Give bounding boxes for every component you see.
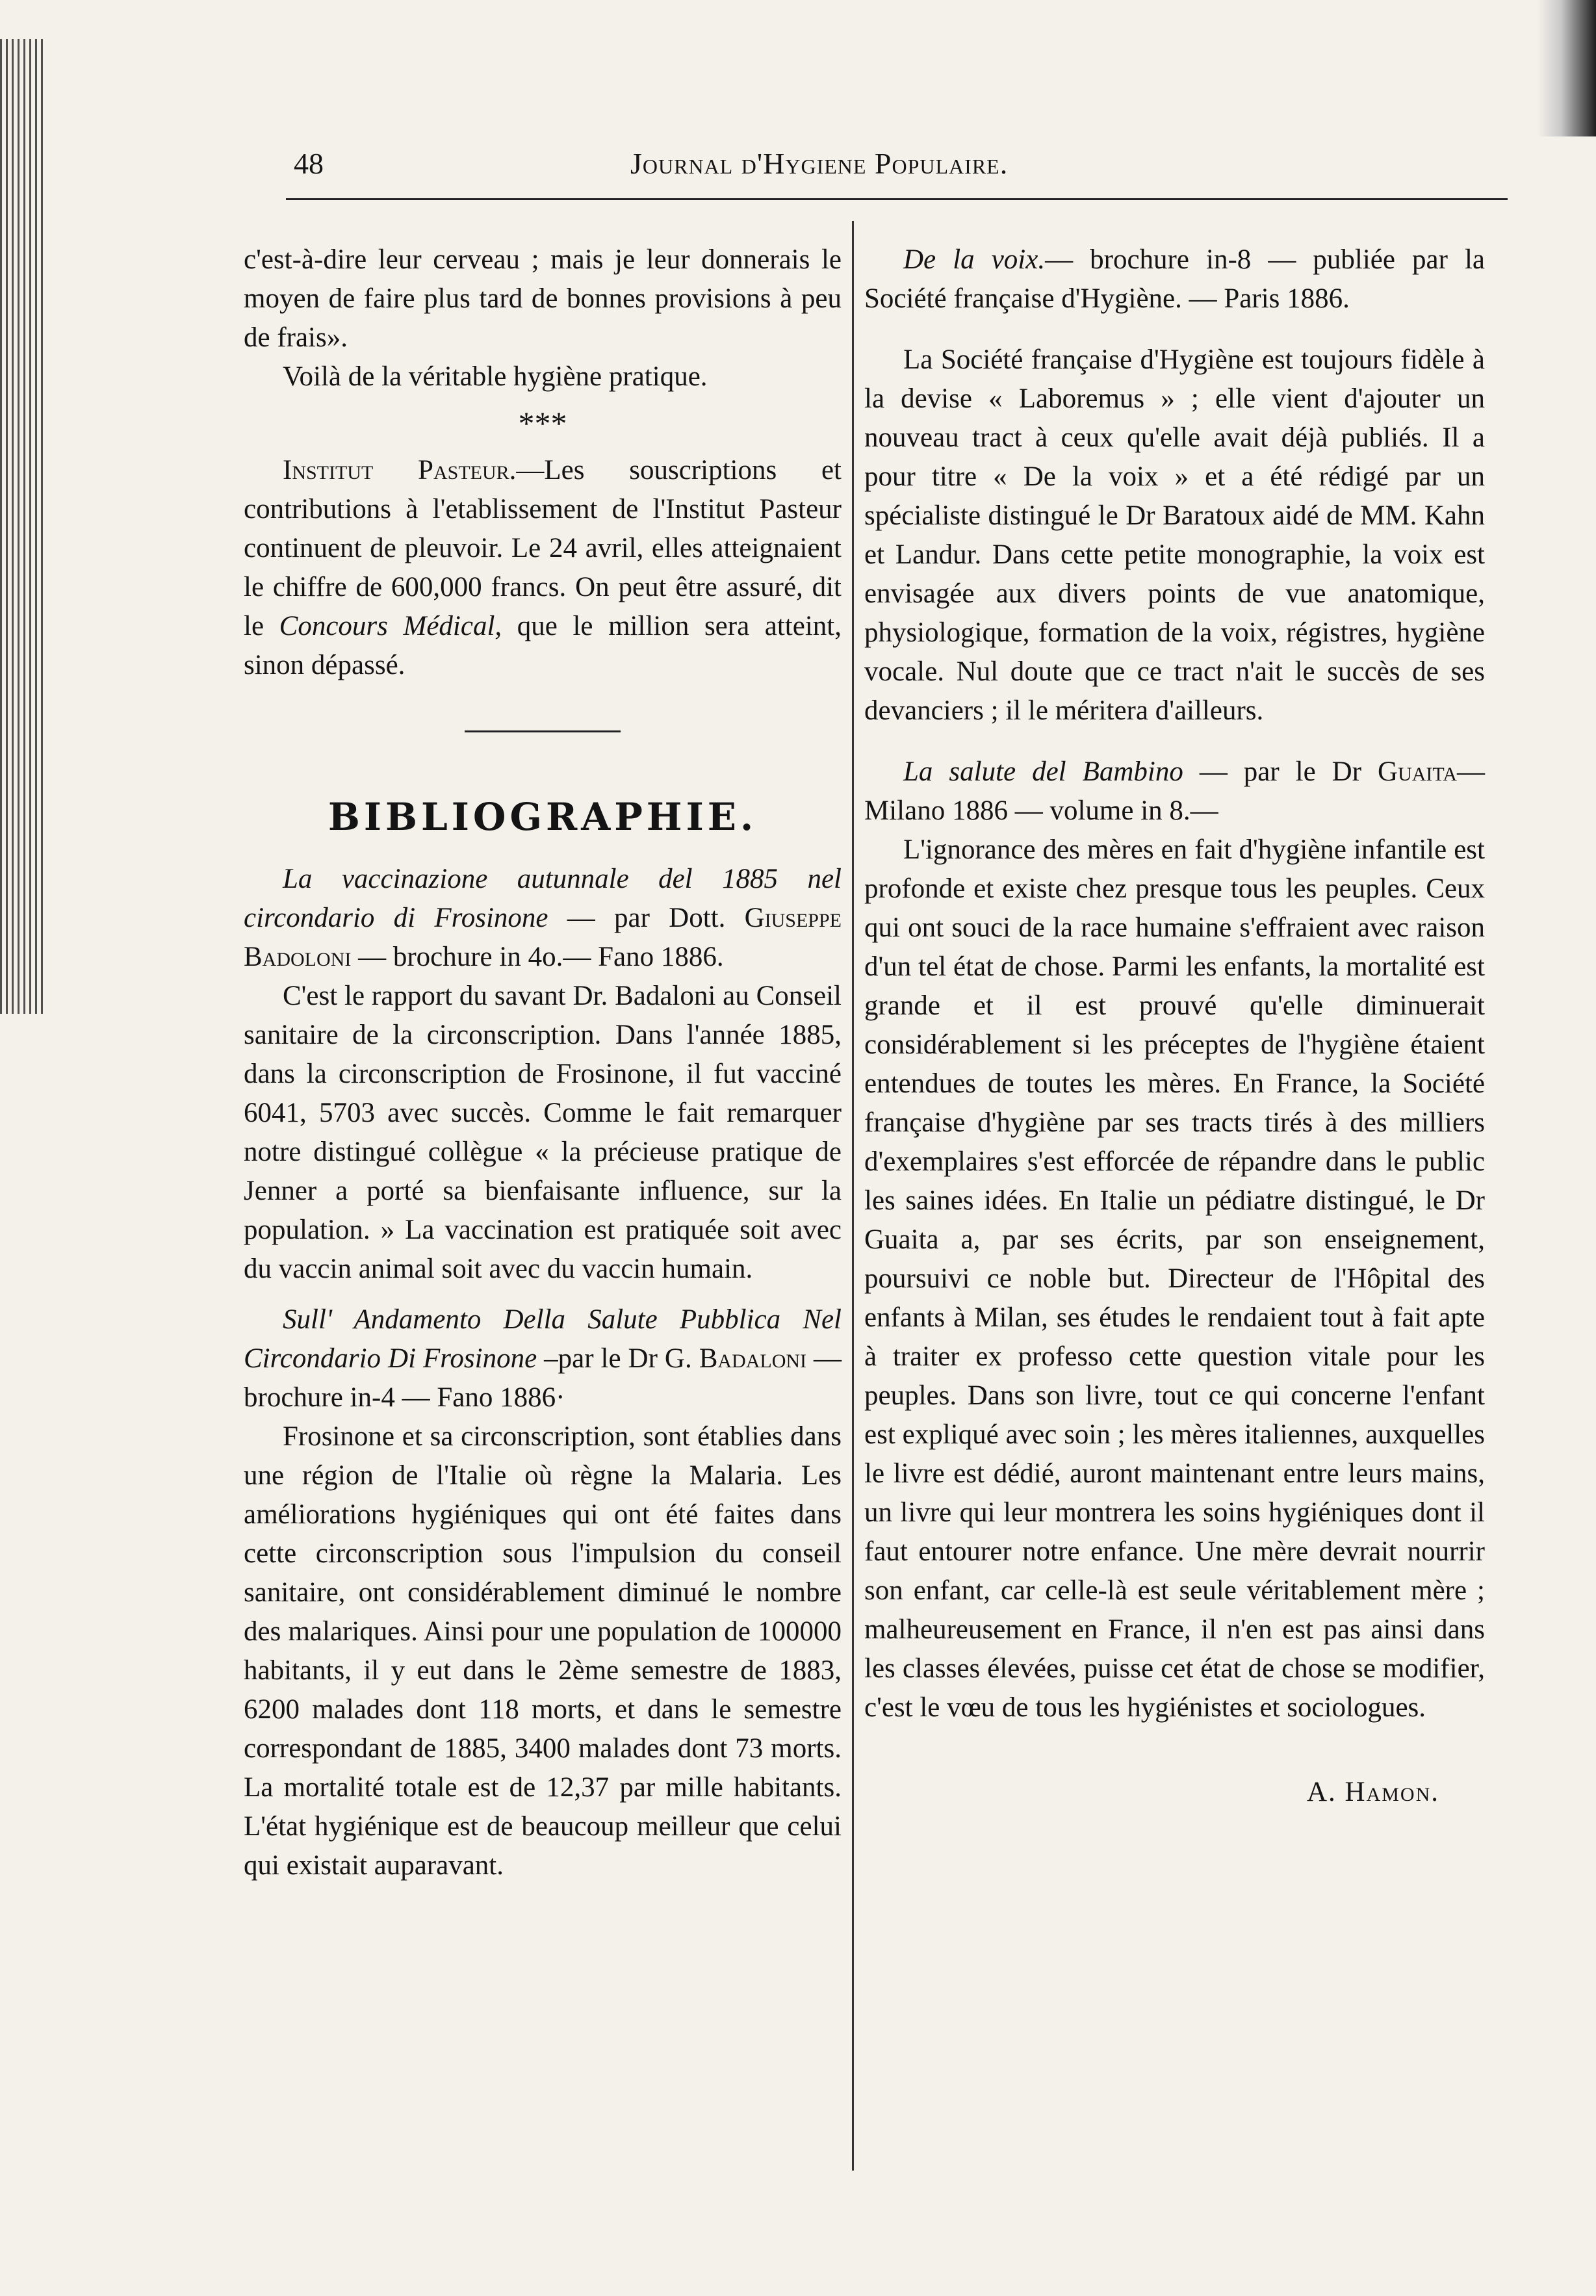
bib-pub: — brochure in-8 — publiée par la Société française d'Hygiène. — Paris 1886. xyxy=(864,244,1486,314)
page-header xyxy=(286,146,1495,192)
bib-entry-voix xyxy=(864,240,1485,318)
separator-rule xyxy=(465,730,621,732)
institut-name: Institut Pasteur. xyxy=(283,455,517,485)
bib-author: G. Badaloni xyxy=(664,1343,807,1374)
paragraph-cerveau: c'est-à-dire leur cerveau ; mais je leur donnerais le moyen de faire plus tard de bonnes provisions à peu de frais». xyxy=(244,244,842,353)
bib-pub: — brochure in-4 — Fano 1886· xyxy=(244,1343,842,1413)
running-title: Journal d'Hygiene Populaire. xyxy=(630,147,1009,180)
author-signature: A. Hamon. xyxy=(1306,1777,1439,1807)
paragraph-institut-pasteur xyxy=(244,451,842,685)
bib-title: La salute del Bambino xyxy=(903,756,1183,787)
scan-page-edge xyxy=(0,39,45,1014)
bib-entry-vaccinazione xyxy=(244,860,842,977)
page-number: 48 xyxy=(294,147,324,180)
bib-by: — par le Dr xyxy=(1183,756,1378,787)
institut-text-a: —Les souscriptions et contributions à l'etablissement de l'Institut Pasteur continuent de pleuvoir. Le 24 avril, elles atteignaient le chiffre de 600,000 francs. On peut être assuré, dit le xyxy=(244,455,842,641)
column-divider xyxy=(852,221,854,2171)
bib-entry-bambino xyxy=(864,753,1485,831)
institut-source: Concours Médical, xyxy=(279,611,502,641)
section-title-bibliographie: BIBLIOGRAPHIE. xyxy=(328,795,758,839)
institut-text-b: que le million sera atteint, sinon dépassé. xyxy=(244,611,842,680)
bib-author: Giuseppe Badoloni xyxy=(244,903,842,972)
section-stars: *** xyxy=(518,405,567,441)
bib-text-vaccinazione: C'est le rapport du savant Dr. Badaloni au Conseil sanitaire de la circonscription. Dans l'année 1885, dans la circonscription de Frosinone, il fut vacciné 6041, 5703 avec succès. Comme le fait remarquer notre distingué collègue « la précieuse pratique de Jenner a porté sa bienfaisante influence, sur la population. » La vaccination est pratiquée soit avec du vaccin animal soit avec du vaccin humain. xyxy=(244,981,842,1284)
paragraph-hygiene-pratique: Voilà de la véritable hygiène pratique. xyxy=(283,361,708,392)
bib-by: –par le Dr xyxy=(537,1343,665,1374)
bib-text-voix: La Société française d'Hygiène est toujours fidèle à la devise « Laboremus » ; elle vient d'ajouter un nouveau tract à ceux qu'elle avait déjà publiés. Il a pour titre « De la voix » et a été rédigé par un spécialiste distingué le Dr Baratoux aidé de MM. Kahn et Landur. Dans cette petite monographie, la voix est envisagée aux divers points de vue anatomique, physiologique, formation de la voix, régistres, hygiène vocale. Nul doute que ce tract n'ait le succès de ses devanciers ; il le méritera d'ailleurs. xyxy=(864,344,1485,726)
bib-text-andamento: Frosinone et sa circonscription, sont établies dans une région de l'Italie où règne la Malaria. Les améliorations hygiéniques qui ont été faites dans cette circonscription sous l'impulsion du conseil sanitaire, ont considérablement diminué le nombre des malariques. Ainsi pour une population de 100000 habitants, il y eut dans le 2ème semestre de 1883, 6200 malades dont 118 morts, et dans le semestre correspondant de 1885, 3400 malades dont 73 morts. La mortalité totale est de 12,37 par mille habitants. L'état hygiénique est de beaucoup meilleur que celui qui existait auparavant. xyxy=(244,1421,842,1881)
bib-title: La vaccinazione autunnale del 1885 nel circondario di Frosinone xyxy=(244,864,842,933)
bib-by: — par Dott. xyxy=(548,903,745,933)
scan-corner-shadow xyxy=(1538,0,1596,136)
header-rule xyxy=(286,198,1508,200)
bib-pub: — Milano 1886 — volume in 8.— xyxy=(864,756,1485,826)
bib-title: Sull' Andamento Della Salute Pubblica Nel Circondario Di Frosinone xyxy=(244,1304,842,1374)
bib-text-bambino: L'ignorance des mères en fait d'hygiène infantile est profonde et existe chez presque tous les peuples. Ceux qui ont souci de la race humaine s'effraient avec raison d'un tel état de chose. Parmi les enfants, la mortalité est grande et il est prouvé qu'elle diminuerait considérablement si les préceptes de l'hygiène étaient entendues de toutes les mères. En France, la Société française d'hygiène par ses tracts tirés à des milliers d'exemplaires s'est efforcée de répandre dans le public les saines idées. En Italie un pédiatre distingué, le Dr Guaita a, par ses écrits, par son enseignement, poursuivi ce noble but. Directeur de l'Hôpital des enfants à Milan, ses études le rendaient tout à fait apte à traiter ex professo cette question vitale pour les peuples. Dans son livre, tout ce qui concerne l'enfant est expliqué avec soin ; les mères italiennes, auxquelles le livre est dédié, auront maintenant entre leurs mains, un livre qui leur montrera les soins hygiéniques dont il faut entourer notre enfance. Une mère devrait nourrir son enfant, car celle-là est seule véritablement mère ; malheureusement en France, il n'en est pas ainsi dans les classes élevées, puisse cet état de chose se modifier, c'est le vœu de tous les hygiénistes et sociologues. xyxy=(864,834,1485,1723)
bib-pub: — brochure in 4o.— Fano 1886. xyxy=(351,942,724,972)
bib-entry-andamento xyxy=(244,1300,842,1417)
bib-title: De la voix. xyxy=(903,244,1046,275)
left-column xyxy=(244,240,842,1885)
right-column xyxy=(864,240,1485,1812)
bib-author: Guaita xyxy=(1378,756,1457,787)
